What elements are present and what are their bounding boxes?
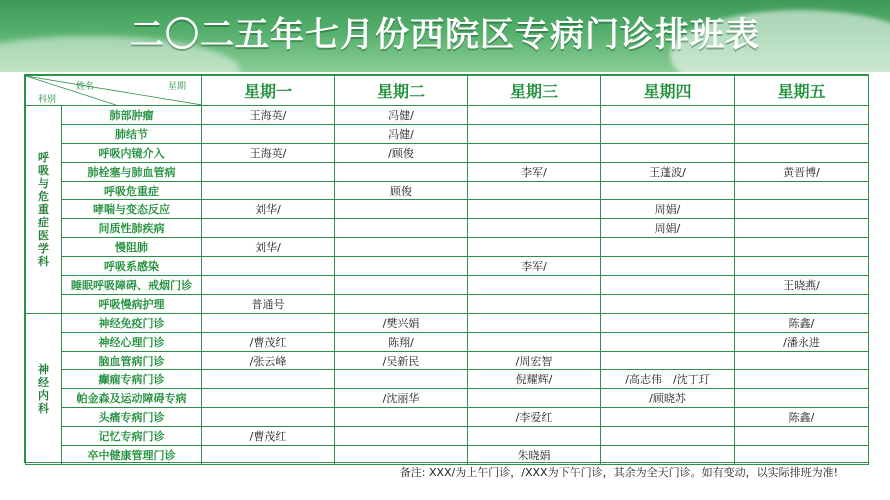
doctor-cell	[335, 408, 468, 427]
doctor-name: 李军/	[521, 165, 547, 179]
doctor-name: 王海英/	[249, 146, 287, 160]
doctor-cell	[601, 313, 735, 332]
specialty-cell: 神经心理门诊	[62, 332, 202, 351]
specialty-cell: 记忆专病门诊	[62, 427, 202, 446]
specialty-cell: 肺栓塞与肺血管病	[62, 162, 202, 181]
doctor-cell	[735, 370, 869, 389]
day-header: 星期三	[468, 76, 601, 106]
doctor-cell	[468, 446, 601, 465]
table-row	[26, 200, 869, 219]
doctor-cell	[202, 427, 335, 446]
doctor-cell	[601, 257, 735, 276]
table-row	[26, 351, 869, 370]
doctor-name: 王晓燕/	[783, 278, 820, 292]
doctor-name: /张云峰	[249, 354, 287, 368]
title-banner	[0, 0, 890, 72]
doctor-cell	[601, 332, 735, 351]
specialty-cell: 头痛专病门诊	[62, 408, 202, 427]
corner-week-label: 星期	[168, 82, 187, 92]
doctor-cell	[202, 238, 335, 257]
table-row	[26, 219, 869, 238]
doctor-cell	[202, 143, 335, 162]
doctor-name: 陈鑫/	[788, 316, 815, 330]
specialty-cell: 间质性肺疾病	[62, 219, 202, 238]
doctor-cell	[468, 294, 601, 313]
table-row	[26, 162, 869, 181]
doctor-name: /吴新民	[382, 354, 420, 368]
doctor-cell	[735, 389, 869, 408]
doctor-name: /潘永进	[783, 335, 820, 349]
doctor-cell	[468, 106, 601, 125]
doctor-name: 黄晋博/	[783, 165, 820, 179]
doctor-cell	[468, 276, 601, 295]
doctor-cell	[601, 446, 735, 465]
doctor-cell	[202, 370, 335, 389]
doctor-cell	[601, 351, 735, 370]
doctor-cell	[601, 181, 735, 200]
header-corner-cell	[26, 76, 202, 106]
doctor-cell	[468, 162, 601, 181]
specialty-cell: 睡眠呼吸障碍、戒烟门诊	[62, 276, 202, 295]
doctor-name: /周宏智	[515, 354, 553, 368]
day-header: 星期一	[202, 76, 335, 106]
day-header: 星期四	[601, 76, 735, 106]
doctor-name: 冯健/	[388, 108, 414, 122]
doctor-cell	[335, 446, 468, 465]
doctor-cell	[735, 143, 869, 162]
doctor-cell	[335, 427, 468, 446]
doctor-name: 顾俊	[390, 184, 412, 198]
doctor-name: 王海英/	[249, 108, 287, 122]
department-cell	[26, 106, 62, 314]
doctor-cell	[735, 162, 869, 181]
doctor-name: 冯健/	[388, 127, 414, 141]
doctor-cell	[735, 313, 869, 332]
doctor-cell	[202, 200, 335, 219]
doctor-cell	[202, 408, 335, 427]
doctor-cell	[601, 200, 735, 219]
department-cell	[26, 313, 62, 464]
doctor-cell	[202, 124, 335, 143]
table-row	[26, 257, 869, 276]
doctor-cell	[335, 389, 468, 408]
doctor-cell	[202, 257, 335, 276]
doctor-name: 李军/	[521, 260, 547, 274]
doctor-cell	[335, 200, 468, 219]
table-row	[26, 143, 869, 162]
doctor-cell	[735, 219, 869, 238]
doctor-cell	[601, 408, 735, 427]
doctor-cell	[202, 106, 335, 125]
doctor-cell	[335, 257, 468, 276]
specialty-cell: 肺部肿瘤	[62, 106, 202, 125]
doctor-cell	[601, 294, 735, 313]
doctor-cell	[468, 219, 601, 238]
doctor-cell	[202, 446, 335, 465]
doctor-cell	[468, 238, 601, 257]
doctor-cell	[335, 143, 468, 162]
doctor-cell	[601, 124, 735, 143]
doctor-cell	[601, 370, 735, 389]
doctor-cell	[735, 408, 869, 427]
doctor-name: 倪耀辉/	[515, 373, 553, 387]
specialty-cell: 慢阻肺	[62, 238, 202, 257]
doctor-name: 陈鑫/	[788, 411, 815, 425]
specialty-cell: 卒中健康管理门诊	[62, 446, 202, 465]
corner-dept-label: 科别	[38, 95, 57, 105]
doctor-name: 朱晓娟	[517, 448, 551, 462]
doctor-cell	[601, 143, 735, 162]
specialty-cell: 呼吸慢病护理	[62, 294, 202, 313]
doctor-cell	[202, 162, 335, 181]
specialty-cell: 呼吸内镜介入	[62, 143, 202, 162]
table-row	[26, 313, 869, 332]
day-header: 星期五	[735, 76, 869, 106]
doctor-cell	[335, 332, 468, 351]
corner-name-label: 姓名	[76, 82, 95, 92]
doctor-name: /高志伟 /沈丁玎	[625, 373, 710, 387]
doctor-cell	[735, 200, 869, 219]
doctor-cell	[335, 238, 468, 257]
doctor-cell	[202, 332, 335, 351]
doctor-cell	[735, 332, 869, 351]
doctor-cell	[468, 143, 601, 162]
doctor-cell	[202, 313, 335, 332]
table-row	[26, 389, 869, 408]
day-header: 星期二	[335, 76, 468, 106]
doctor-cell	[202, 219, 335, 238]
department-name: 神经内科	[38, 362, 49, 415]
schedule-body	[26, 106, 869, 465]
doctor-name: /沈丽华	[382, 392, 420, 406]
doctor-cell	[601, 219, 735, 238]
doctor-name: /李爱红	[515, 411, 553, 425]
specialty-cell: 呼吸危重症	[62, 181, 202, 200]
doctor-cell	[335, 181, 468, 200]
header-row	[26, 76, 869, 106]
doctor-cell	[468, 351, 601, 370]
specialty-cell: 呼吸系感染	[62, 257, 202, 276]
table-row	[26, 370, 869, 389]
table-row	[26, 238, 869, 257]
table-row	[26, 427, 869, 446]
doctor-cell	[202, 294, 335, 313]
doctor-cell	[202, 389, 335, 408]
doctor-name: /曹茂红	[249, 335, 287, 349]
table-row	[26, 408, 869, 427]
doctor-cell	[735, 106, 869, 125]
footnote: 备注: XXX/为上午门诊，/XXX为下午门诊，其余为全天门诊。如有变动，以实际排班为准!	[399, 466, 838, 479]
doctor-name: 陈翔/	[388, 335, 414, 349]
doctor-cell	[468, 332, 601, 351]
specialty-cell: 哮喘与变态反应	[62, 200, 202, 219]
doctor-cell	[468, 389, 601, 408]
doctor-cell	[735, 446, 869, 465]
table-row	[26, 124, 869, 143]
doctor-cell	[468, 408, 601, 427]
doctor-name: 周娟/	[654, 203, 681, 217]
doctor-name: 刘华/	[255, 241, 281, 255]
schedule-table-frame	[24, 74, 869, 463]
schedule-table	[25, 75, 869, 465]
doctor-cell	[335, 106, 468, 125]
doctor-cell	[335, 351, 468, 370]
doctor-cell	[735, 294, 869, 313]
department-name: 呼吸与危重症医学科	[38, 150, 49, 268]
doctor-cell	[601, 389, 735, 408]
specialty-cell: 脑血管病门诊	[62, 351, 202, 370]
doctor-cell	[735, 124, 869, 143]
doctor-cell	[735, 257, 869, 276]
doctor-cell	[468, 124, 601, 143]
doctor-name: /樊兴娟	[382, 316, 420, 330]
doctor-cell	[468, 427, 601, 446]
doctor-cell	[335, 313, 468, 332]
doctor-name: /顾俊	[388, 146, 414, 160]
table-row	[26, 294, 869, 313]
table-row	[26, 181, 869, 200]
table-row	[26, 332, 869, 351]
specialty-cell: 癫痫专病门诊	[62, 370, 202, 389]
doctor-name: /曹茂红	[249, 430, 287, 444]
table-row	[26, 446, 869, 465]
doctor-cell	[335, 219, 468, 238]
doctor-name: 普通号	[251, 297, 285, 311]
page-title: 二〇二五年七月份西院区专病门诊排班表	[130, 15, 760, 55]
doctor-cell	[735, 427, 869, 446]
doctor-cell	[601, 427, 735, 446]
specialty-cell: 肺结节	[62, 124, 202, 143]
doctor-name: 王蓬波/	[649, 165, 686, 179]
doctor-cell	[202, 181, 335, 200]
doctor-name: 刘华/	[255, 203, 281, 217]
doctor-name: /顾晓苏	[649, 392, 686, 406]
doctor-cell	[468, 181, 601, 200]
table-row	[26, 106, 869, 125]
specialty-cell: 神经免疫门诊	[62, 313, 202, 332]
table-row	[26, 276, 869, 295]
doctor-cell	[601, 162, 735, 181]
doctor-cell	[335, 162, 468, 181]
specialty-cell: 帕金森及运动障碍专病	[62, 389, 202, 408]
doctor-cell	[735, 181, 869, 200]
doctor-cell	[735, 276, 869, 295]
doctor-cell	[468, 200, 601, 219]
doctor-name: 周娟/	[654, 222, 681, 236]
doctor-cell	[335, 276, 468, 295]
doctor-cell	[601, 238, 735, 257]
doctor-cell	[468, 370, 601, 389]
doctor-cell	[601, 276, 735, 295]
doctor-cell	[601, 106, 735, 125]
doctor-cell	[735, 351, 869, 370]
doctor-cell	[335, 294, 468, 313]
doctor-cell	[202, 276, 335, 295]
doctor-cell	[202, 351, 335, 370]
doctor-cell	[335, 370, 468, 389]
doctor-cell	[735, 238, 869, 257]
doctor-cell	[468, 257, 601, 276]
doctor-cell	[468, 313, 601, 332]
doctor-cell	[335, 124, 468, 143]
